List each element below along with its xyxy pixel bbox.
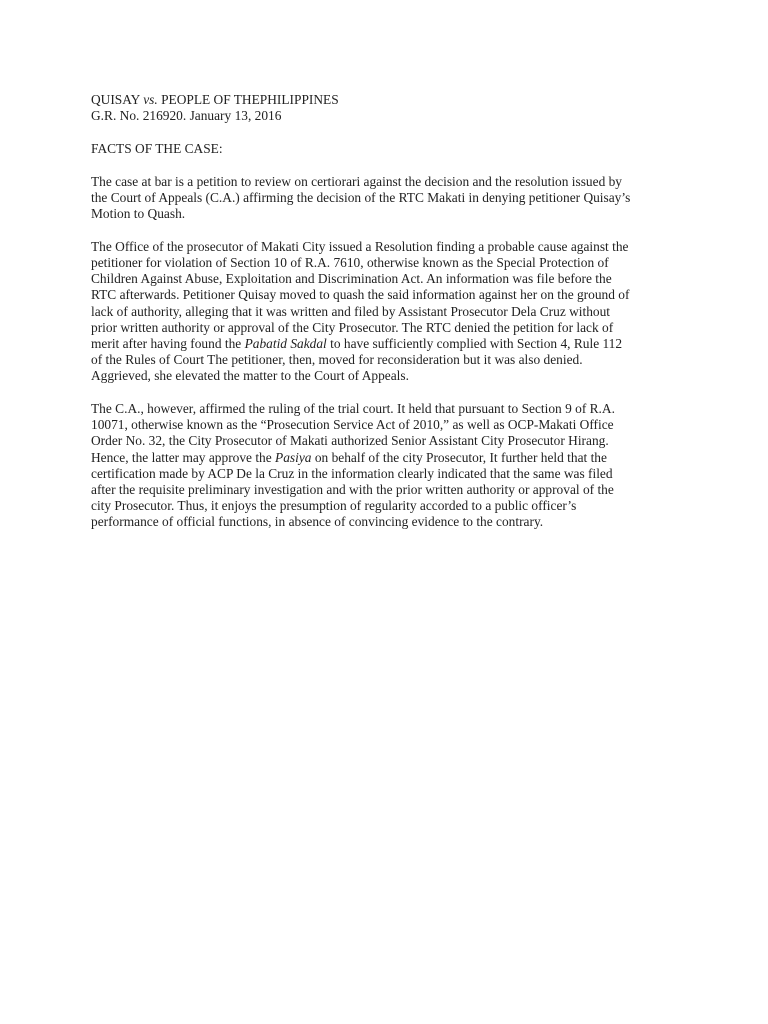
paragraph-2-line: petitioner for violation of Section 10 of R.A. 7610, otherwise known as the Special Protection of: [91, 254, 609, 270]
paragraph-2-line: [91, 336, 681, 352]
case-citation: G.R. No. 216920. January 13, 2016: [91, 108, 282, 124]
paragraph-2-line: RTC afterwards. Petitioner Quisay moved to quash the said information against her on the ground of: [91, 287, 630, 303]
paragraph-2-text: to have sufficiently complied with Section 4, Rule 112: [326, 335, 623, 351]
paragraph-2-line: Children Against Abuse, Exploitation and Discrimination Act. An information was file before the: [91, 271, 612, 287]
paragraph-2-line: prior written authority or approval of the City Prosecutor. The RTC denied the petition for lack of: [91, 319, 614, 335]
paragraph-1-line: the Court of Appeals (C.A.) affirming the decision of the RTC Makati in denying petitioner Quisay’s: [91, 189, 631, 205]
spacer: [91, 124, 681, 141]
paragraph-3-line: city Prosecutor. Thus, it enjoys the presumption of regularity accorded to a public officer’s: [91, 498, 577, 514]
paragraph-3-line: [91, 450, 681, 466]
paragraph-2-line: of the Rules of Court The petitioner, then, moved for reconsideration but it was also denied.: [91, 352, 583, 368]
paragraph-1-line: Motion to Quash.: [91, 206, 186, 222]
spacer: [91, 385, 681, 402]
case-title-vs: vs.: [143, 92, 158, 107]
case-title-party1: QUISAY: [91, 92, 144, 107]
paragraph-2-line: Aggrieved, she elevated the matter to the Court of Appeals.: [91, 368, 409, 384]
section-heading: FACTS OF THE CASE:: [91, 140, 223, 156]
paragraph-3-line: after the requisite preliminary investigation and with the prior written authority or approval of the: [91, 482, 614, 498]
case-title: [91, 92, 681, 108]
paragraph-3-line: The C.A., however, affirmed the ruling of the trial court. It held that pursuant to Section 9 of R.A.: [91, 401, 615, 417]
paragraph-2-text: merit after having found the: [91, 335, 245, 351]
paragraph-3-line: Order No. 32, the City Prosecutor of Makati authorized Senior Assistant City Prosecutor Hirang.: [91, 433, 609, 449]
pabatid-sakdal-term: Pabatid Sakdal: [244, 335, 327, 351]
spacer: [91, 222, 681, 239]
paragraph-3: [91, 401, 681, 531]
spacer: [91, 157, 681, 174]
paragraph-1-line: The case at bar is a petition to review on certiorari against the decision and the resolution issued by: [91, 173, 622, 189]
paragraph-3-line: certification made by ACP De la Cruz in the information clearly indicated that the same was filed: [91, 465, 613, 481]
paragraph-2: [91, 239, 681, 385]
paragraph-1: [91, 174, 681, 223]
pasiya-term: Pasiya: [275, 449, 312, 465]
paragraph-3-text: on behalf of the city Prosecutor, It further held that the: [311, 449, 607, 465]
paragraph-3-line: 10071, otherwise known as the “Prosecution Service Act of 2010,” as well as OCP-Makati Office: [91, 417, 614, 433]
document-page: [91, 92, 681, 531]
paragraph-2-line: lack of authority, alleging that it was written and filed by Assistant Prosecutor Dela Cruz without: [91, 303, 611, 319]
paragraph-3-text: Hence, the latter may approve the: [91, 449, 276, 465]
paragraph-2-line: The Office of the prosecutor of Makati City issued a Resolution finding a probable cause against the: [91, 238, 629, 254]
case-title-party2: PEOPLE OF THEPHILIPPINES: [157, 92, 339, 107]
paragraph-3-line: performance of official functions, in absence of convincing evidence to the contrary.: [91, 514, 544, 530]
